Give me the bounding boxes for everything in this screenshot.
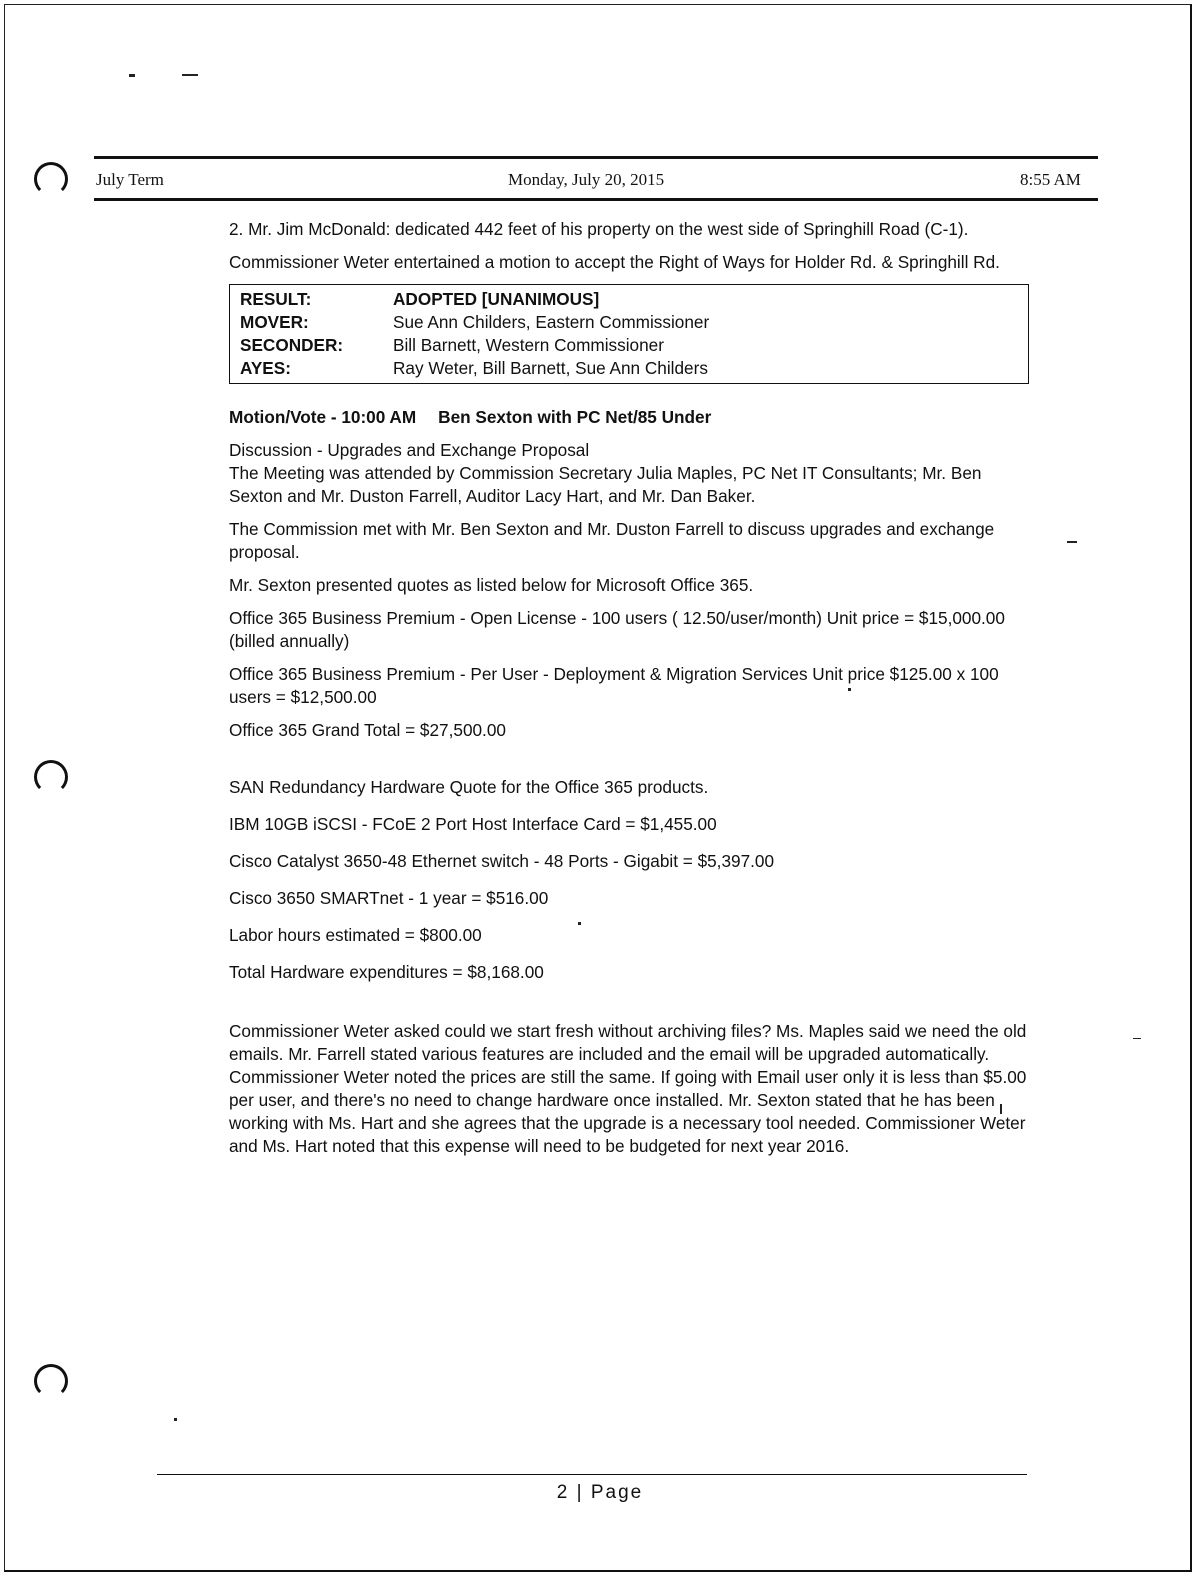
vote-row-mover xyxy=(240,311,1018,334)
san-intro: SAN Redundancy Hardware Quote for the Office 365 products. xyxy=(229,777,709,797)
agenda-item-2: 2. Mr. Jim McDonald: dedicated 442 feet of his property on the west side of Springhill Road (C-1). xyxy=(229,219,969,239)
header-time: 8:55 AM xyxy=(1020,170,1081,189)
document-body xyxy=(229,218,1029,1168)
scan-speck xyxy=(1133,1038,1141,1039)
hardware-line-2: Cisco Catalyst 3650-48 Ethernet switch - 48 Ports - Gigabit = $5,397.00 xyxy=(229,851,775,871)
header-rule-bottom xyxy=(94,198,1098,201)
punch-hole-middle xyxy=(34,760,68,794)
vote-key: MOVER: xyxy=(240,312,309,332)
vote-value: Ray Weter, Bill Barnett, Sue Ann Childers xyxy=(393,358,708,378)
scan-speck xyxy=(174,1418,177,1421)
vote-value: ADOPTED [UNANIMOUS] xyxy=(393,289,600,309)
motion-vote-heading xyxy=(229,406,1029,429)
motion-text: Commissioner Weter entertained a motion to accept the Right of Ways for Holder Rd. & Springhill Rd. xyxy=(229,252,1000,272)
hardware-line-1: IBM 10GB iSCSI - FCoE 2 Port Host Interface Card = $1,455.00 xyxy=(229,814,717,834)
met-with-paragraph: The Commission met with Mr. Ben Sexton and Mr. Duston Farrell to discuss upgrades and exchange proposal. xyxy=(229,519,995,562)
vote-row-result xyxy=(240,288,1018,311)
motion-vote-subject: Ben Sexton with PC Net/85 Under xyxy=(438,407,712,427)
vote-key: SECONDER: xyxy=(240,335,344,355)
footer-rule xyxy=(157,1474,1027,1475)
quote-line-2: Office 365 Business Premium - Per User - Deployment & Migration Services Unit price $125.00 x 100 users = $12,500.00 xyxy=(229,664,999,707)
vote-result-table xyxy=(229,284,1029,384)
vote-key: RESULT: xyxy=(240,289,312,309)
header-date: Monday, July 20, 2015 xyxy=(508,170,665,189)
hardware-line-4: Labor hours estimated = $800.00 xyxy=(229,925,482,945)
header-term: July Term xyxy=(96,170,164,189)
quote-line-1: Office 365 Business Premium - Open License - 100 users ( 12.50/user/month) Unit price = $15,000.00 (billed annually) xyxy=(229,608,1005,651)
discussion-line: Discussion - Upgrades and Exchange Proposal xyxy=(229,440,590,460)
scan-speck xyxy=(182,74,198,76)
attendance-paragraph: The Meeting was attended by Commission Secretary Julia Maples, PC Net IT Consultants; Mr. Ben Sexton and Mr. Duston Farrell, Auditor Lacy Hart, and Mr. Dan Baker. xyxy=(229,463,982,506)
scan-speck xyxy=(1067,541,1077,543)
punch-hole-bottom xyxy=(34,1364,68,1398)
hardware-line-3: Cisco 3650 SMARTnet - 1 year = $516.00 xyxy=(229,888,549,908)
motion-vote-time: Motion/Vote - 10:00 AM xyxy=(229,407,417,427)
vote-row-ayes xyxy=(240,357,1018,380)
vote-value: Sue Ann Childers, Eastern Commissioner xyxy=(393,312,710,332)
hardware-total: Total Hardware expenditures = $8,168.00 xyxy=(229,962,544,982)
quotes-intro: Mr. Sexton presented quotes as listed below for Microsoft Office 365. xyxy=(229,575,754,595)
header-rule-top xyxy=(94,156,1098,159)
vote-key: AYES: xyxy=(240,358,291,378)
vote-value: Bill Barnett, Western Commissioner xyxy=(393,335,664,355)
scan-speck xyxy=(129,74,135,77)
grand-total: Office 365 Grand Total = $27,500.00 xyxy=(229,720,506,740)
closing-paragraph: Commissioner Weter asked could we start fresh without archiving files? Ms. Maples said we need the old emails. Mr. Farrell stated various features are included and the email will be upgraded automatically. Commissioner Weter noted the prices are still the same. If going with Email user only it is less than $5.00 per user, and there's no need to change hardware once installed. Mr. Sexton stated that he has been working with Ms. Hart and she agrees that the upgrade is a necessary tool needed. Commissioner Weter and Ms. Hart noted that this expense will need to be budgeted for next year 2016. xyxy=(229,1021,1027,1156)
punch-hole-top xyxy=(34,162,68,196)
vote-row-seconder xyxy=(240,334,1018,357)
page-number: 2 | Page xyxy=(556,1482,644,1503)
